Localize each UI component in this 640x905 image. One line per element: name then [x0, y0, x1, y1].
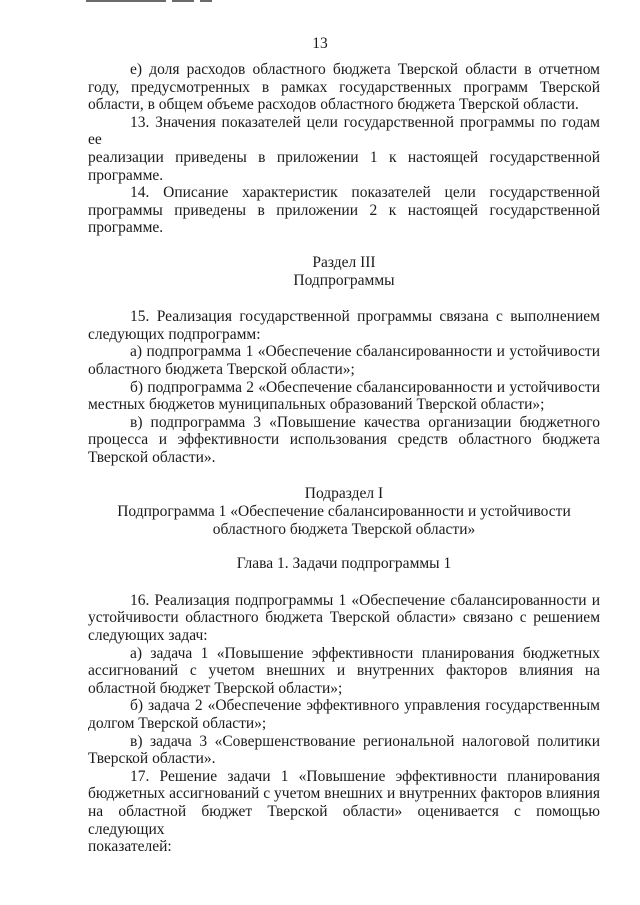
text-line: следующих задач: [88, 627, 208, 645]
text-line: году, предусмотренных в рамках государственных программ Тверской [88, 78, 600, 96]
text-line: е) доля расходов областного бюджета Тверской области в отчетном [130, 61, 600, 78]
text-line: 14. Описание характеристик показателей цели государственной [130, 184, 600, 202]
text-line: показателей: [88, 838, 172, 856]
text-line: в) подпрограмма 3 «Повышение качества организации бюджетного [130, 413, 600, 431]
text-line: областной бюджет Тверской области»; [88, 679, 343, 697]
scan-artifact [86, 0, 166, 2]
text-line: Раздел III [312, 253, 376, 271]
text-line: устойчивости областного бюджета Тверской области» связано с решением [88, 609, 600, 627]
text-line: на областной бюджет Тверской области» оценивается с помощью следующих [88, 802, 600, 838]
text-line: 17. Решение задачи 1 «Повышение эффективности планирования [130, 767, 600, 785]
text-line: ассигнований с учетом внешних и внутренних факторов влияния на [88, 662, 600, 680]
text-line: Подпрограммы [293, 271, 395, 289]
text-line: б) задача 2 «Обеспечение эффективного управления государственным [130, 697, 600, 715]
text-line: 15. Реализация государственной программы связана с выполнением [130, 308, 600, 326]
text-line: областного бюджета Тверской области»; [88, 360, 355, 378]
text-line: Подраздел I [304, 485, 384, 503]
text-line: местных бюджетов муниципальных образований Тверской области»; [88, 396, 545, 414]
text-line: программы приведены в приложении 2 к настоящей государственной [88, 201, 600, 219]
text-line: а) задача 1 «Повышение эффективности планирования бюджетных [130, 644, 600, 662]
text-line: реализации приведены в приложении 1 к настоящей государственной [88, 148, 600, 166]
text-line: процесса и эффективности использования средств областного бюджета [88, 431, 600, 449]
text-line: Глава 1. Задачи подпрограммы 1 [236, 555, 452, 573]
scan-artifact [172, 0, 194, 2]
text-line: Тверской области». [88, 750, 216, 768]
text-line: бюджетных ассигнований с учетом внешних и внутренних факторов влияния [88, 785, 600, 803]
text-line: а) подпрограмма 1 «Обеспечение сбалансированности и устойчивости [130, 343, 600, 361]
text-line: программе. [88, 166, 164, 184]
text-line: Тверской области». [88, 448, 216, 466]
text-line: Подпрограмма 1 «Обеспечение сбалансированности и устойчивости [117, 503, 571, 521]
text-line: следующих подпрограмм: [88, 325, 261, 343]
text-line: 16. Реализация подпрограммы 1 «Обеспечение сбалансированности и [130, 591, 600, 609]
text-line: областного бюджета Тверской области» [212, 520, 476, 538]
scan-artifact [200, 0, 212, 2]
text-line: б) подпрограмма 2 «Обеспечение сбалансированности и устойчивости [130, 378, 600, 396]
text-line: области, в общем объеме расходов областного бюджета Тверской области. [88, 96, 579, 114]
page-number: 13 [312, 35, 328, 52]
text-line: долгом Тверской области»; [88, 715, 267, 732]
text-line: программе. [88, 219, 164, 237]
text-line: в) задача 3 «Совершенствование региональной налоговой политики [130, 732, 600, 750]
document-body [88, 61, 600, 856]
text-line: 13. Значения показателей цели государственной программы по годам ее [88, 113, 600, 149]
